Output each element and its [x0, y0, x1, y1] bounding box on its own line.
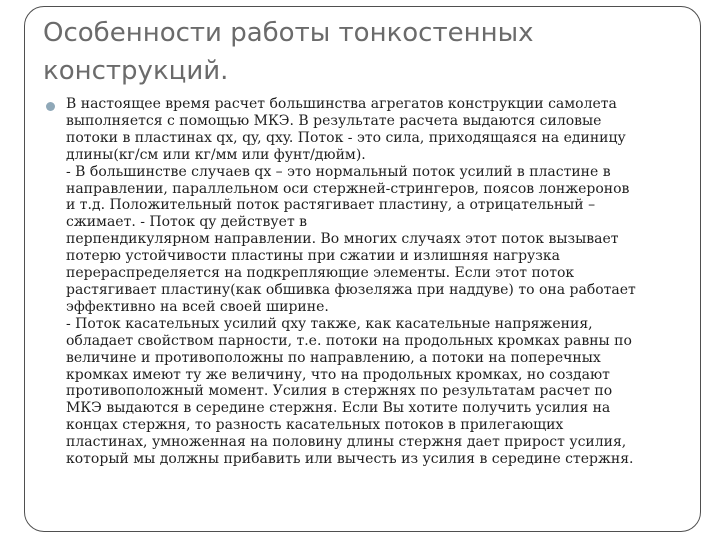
round-bullet-icon	[46, 102, 55, 111]
body-line: перпендикулярном направлении. Во многих случаях этот поток вызывает	[66, 231, 619, 248]
body-line: - Поток касательных усилий qxy также, как касательные напряжения,	[66, 315, 593, 332]
slide-title	[43, 14, 663, 90]
body-line: пластинах, умноженная на половину длины стержня дает прирост усилия,	[66, 434, 627, 451]
body-line: кромках имеют ту же величину, что на продольных кромках, но создают	[66, 366, 610, 383]
body-line: выполняется с помощью МКЭ. В результате расчета выдаются силовые	[66, 112, 602, 129]
body-line: противоположный момент. Усилия в стержнях по результатам расчет по	[66, 383, 613, 400]
slide-title-line-1: Особенности работы тонкостенных	[43, 18, 534, 48]
slide-title-line-2: конструкций.	[43, 56, 229, 86]
body-line: эффективно на всей своей ширине.	[66, 298, 329, 315]
body-line: - В большинстве случаев qx – это нормальный поток усилий в пластине в	[66, 163, 611, 180]
body-line: и т.д. Положительный поток растягивает пластину, а отрицательный –	[66, 197, 596, 214]
body-line: В настоящее время расчет большинства агрегатов конструкции самолета	[66, 96, 617, 112]
body-line: длины(кг/см или кг/мм или фунт/дюйм).	[66, 146, 366, 163]
slide-body-text	[66, 96, 694, 468]
body-line: сжимает. - Поток qy действует в	[66, 214, 308, 231]
body-line: направлении, параллельном оси стержней-стрингеров, поясов лонжеронов	[66, 180, 630, 197]
body-line: концах стержня, то разность касательных потоков в прилегающих	[66, 417, 564, 434]
body-line: МКЭ выдаются в середине стержня. Если Вы хотите получить усилия на	[66, 400, 611, 417]
body-line: растягивает пластину(как обшивка фюзеляжа при наддуве) то она работает	[66, 281, 636, 298]
body-line: величине и противоположны по направлению, а потоки на поперечных	[66, 349, 601, 366]
body-line: потоки в пластинах qx, qy, qxy. Поток - это сила, приходящаяся на единицу	[66, 129, 626, 146]
body-line: потерю устойчивости пластины при сжатии и излишняя нагрузка	[66, 248, 561, 265]
body-line: обладает свойством парности, т.е. потоки на продольных кромках равны по	[66, 332, 632, 349]
body-line: который мы должны прибавить или вычесть из усилия в середине стержня.	[66, 451, 634, 468]
body-line: перераспределяется на подкрепляющие элементы. Если этот поток	[66, 265, 575, 282]
